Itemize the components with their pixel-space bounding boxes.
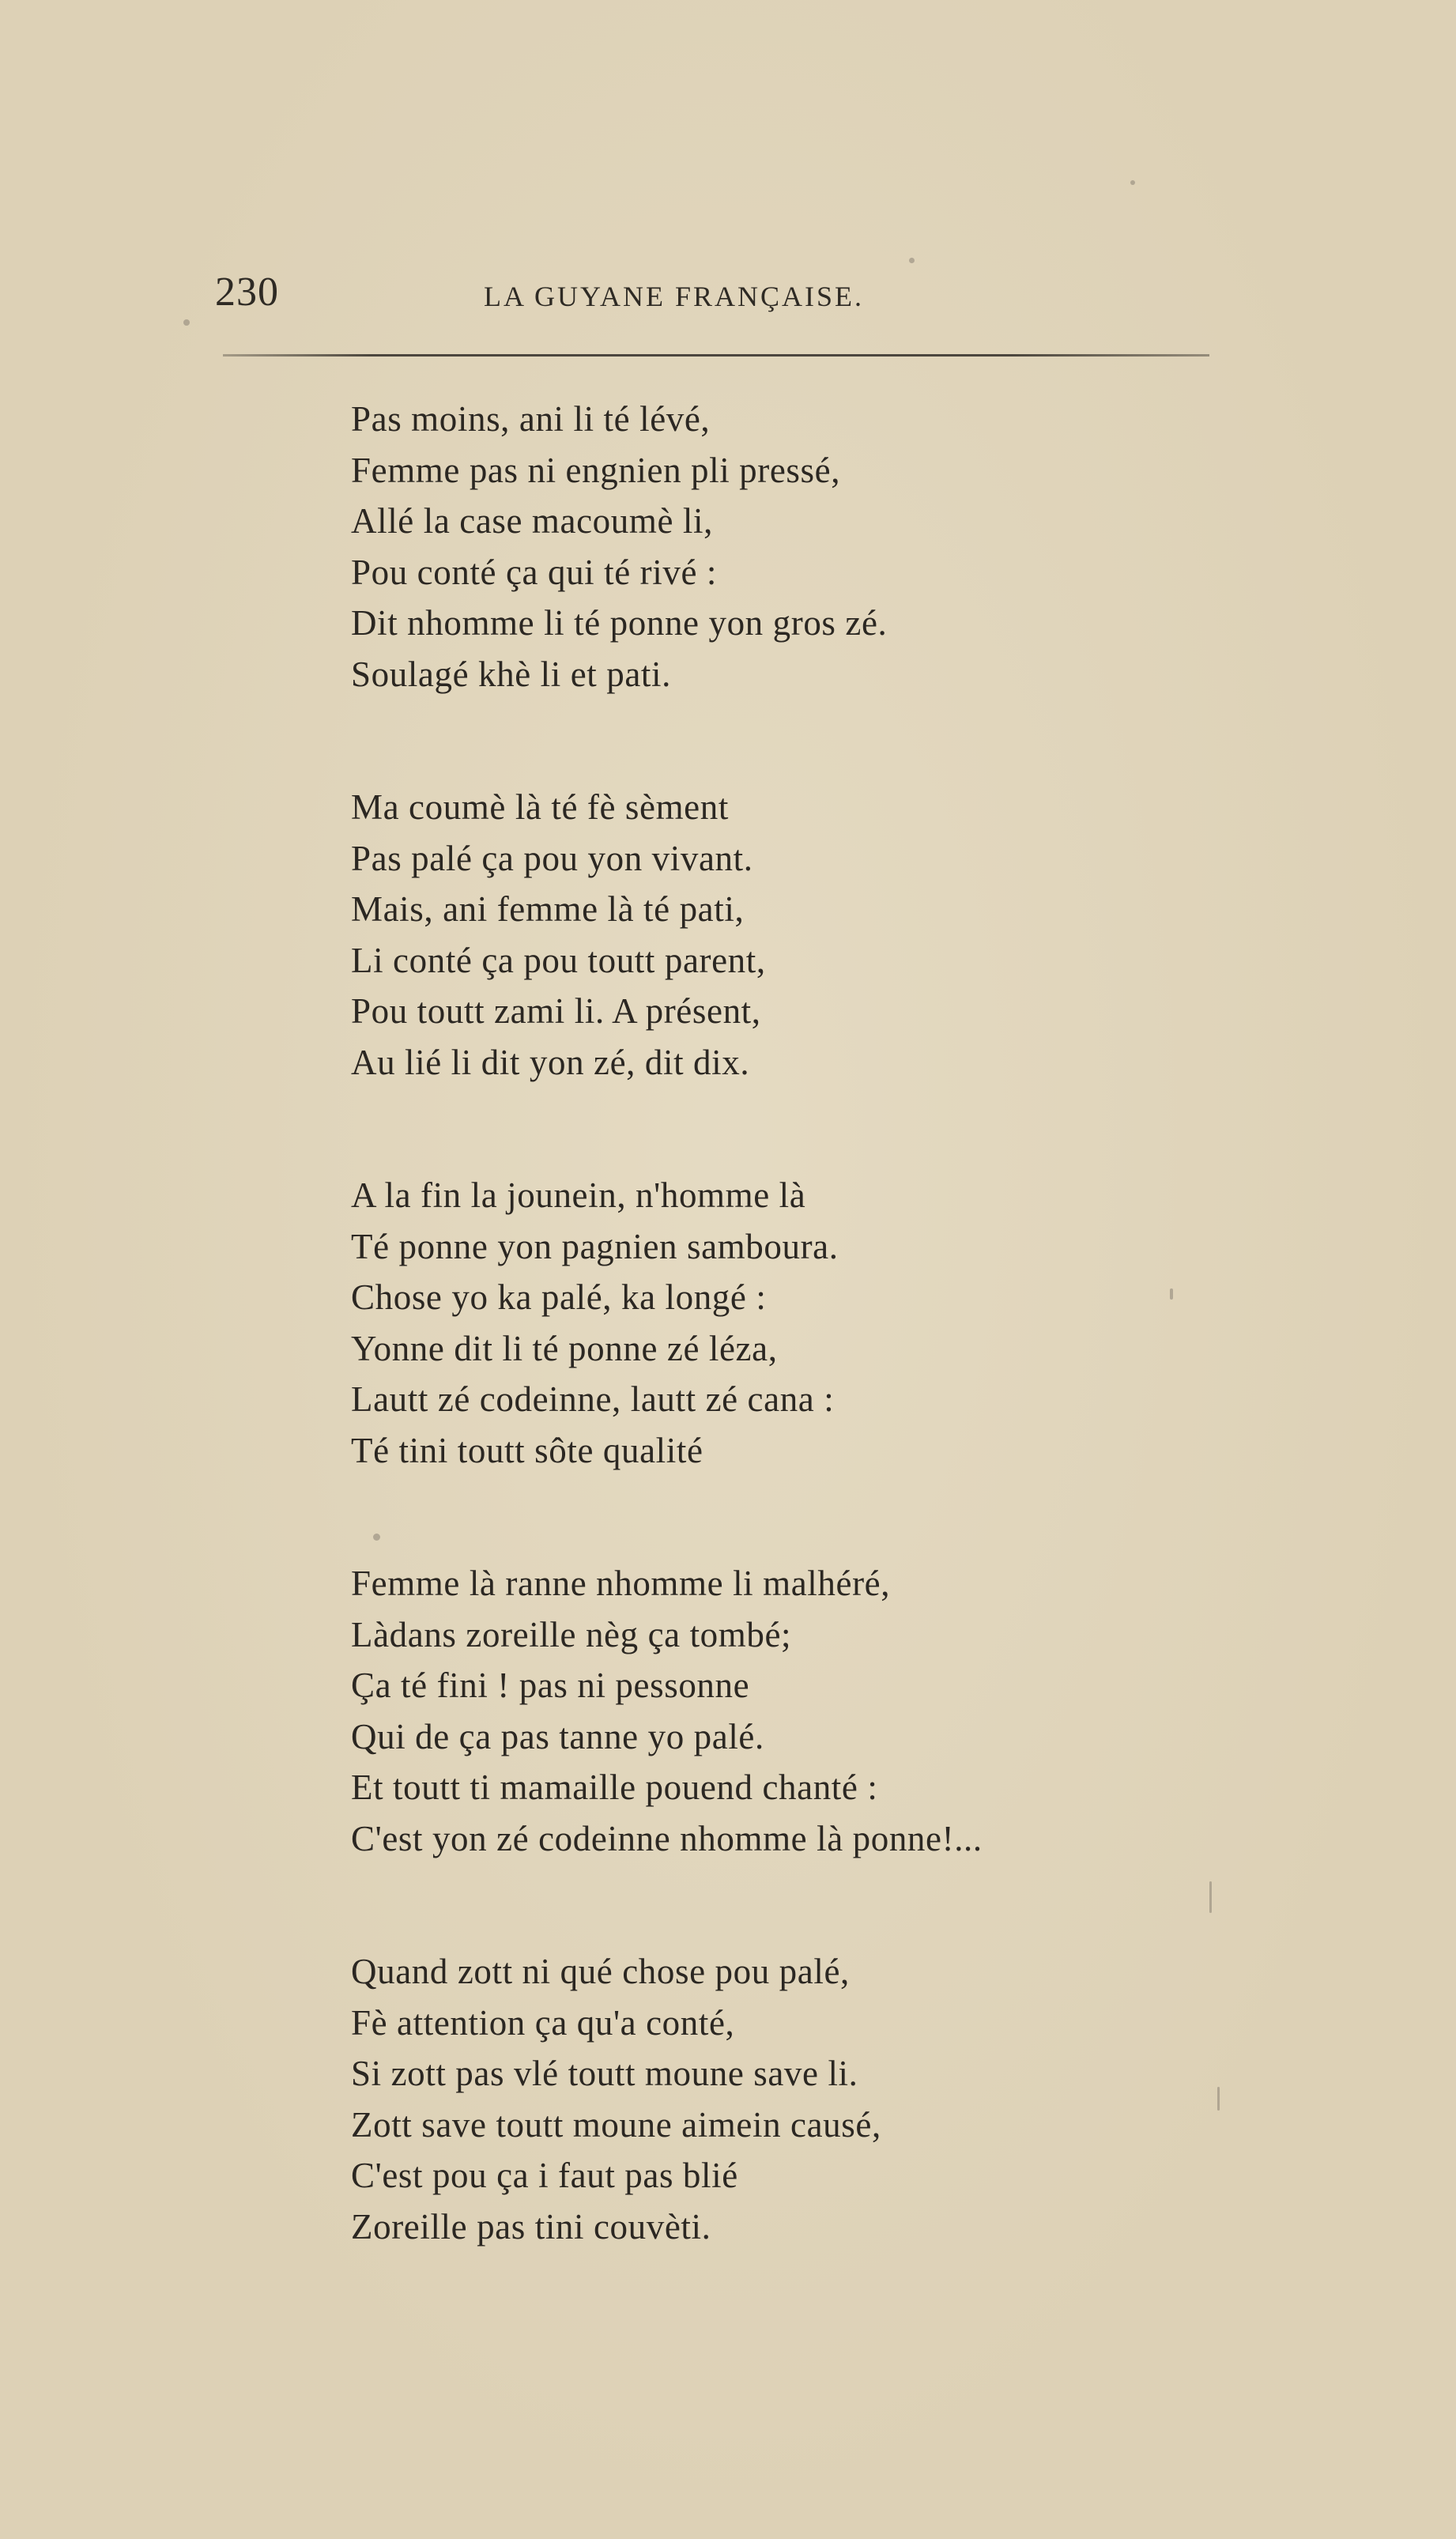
page-number: 230 — [215, 270, 279, 315]
paper-speck — [1170, 1288, 1173, 1300]
poem-line: Au lié li dit yon zé, dit dix. — [351, 1042, 750, 1082]
poem-line: Pas palé ça pou yon vivant. — [351, 838, 753, 878]
poem-line: Té ponne yon pagnien samboura. — [351, 1226, 839, 1266]
poem-line: C'est yon zé codeinne nhomme là ponne!... — [351, 1818, 983, 1858]
poem-line: Ça té fini ! pas ni pessonne — [351, 1666, 750, 1705]
poem-line: Dit nhomme li té ponne yon gros zé. — [351, 603, 888, 643]
poem-line: C'est pou ça i faut pas blié — [351, 2156, 738, 2195]
poem-line: Si zott pas vlé toutt moune save li. — [351, 2054, 858, 2093]
paper-speck — [1209, 1881, 1212, 1913]
poem-line: Femme là ranne nhomme li malhéré, — [351, 1564, 891, 1603]
paper-speck — [909, 258, 915, 263]
poem-line: Mais, ani femme là té pati, — [351, 889, 745, 929]
poem-line: Soulagé khè li et pati. — [351, 654, 671, 694]
poem-line: Làdans zoreille nèg ça tombé; — [351, 1614, 792, 1654]
header-rule — [223, 354, 1209, 357]
stanza — [351, 394, 1260, 700]
poem-line: Lautt zé codeinne, lautt zé cana : — [351, 1379, 835, 1419]
poem-line: Yonne dit li té ponne zé léza, — [351, 1328, 778, 1368]
stanza — [351, 782, 1260, 1088]
poem-line: Pou conté ça qui té rivé : — [351, 552, 717, 592]
poem-line: Té tini toutt sôte qualité — [351, 1430, 703, 1470]
poem-line: Qui de ça pas tanne yo palé. — [351, 1716, 764, 1756]
poem-line: Fè attention ça qu'a conté, — [351, 2002, 735, 2043]
poem-line: Et toutt ti mamaille pouend chanté : — [351, 1767, 878, 1807]
poem-line: Ma coumè là té fè sèment — [351, 787, 729, 827]
poem-line: Pou toutt zami li. A présent, — [351, 991, 761, 1031]
poem-line: Chose yo ka palé, ka longé : — [351, 1277, 767, 1317]
poem-line: Pas moins, ani li té lévé, — [351, 399, 711, 439]
poem-line: A la fin la jounein, n'homme là — [351, 1175, 806, 1215]
poem-line: Femme pas ni engnien pli pressé, — [351, 450, 841, 490]
stanza — [351, 1170, 1260, 1476]
paper-speck — [1217, 2087, 1220, 2111]
poem-line: Zoreille pas tini couvèti. — [351, 2206, 711, 2247]
paper-speck — [373, 1534, 380, 1541]
poem — [351, 394, 1260, 2252]
stanza — [351, 1946, 1260, 2252]
running-title: LA GUYANE FRANÇAISE. — [484, 281, 865, 312]
page-header — [215, 269, 1211, 324]
poem-line: Zott save toutt moune aimein causé, — [351, 2104, 881, 2145]
stanza — [351, 1558, 1260, 1864]
paper-speck — [183, 319, 190, 326]
paper-speck — [1130, 180, 1135, 185]
poem-line: Li conté ça pou toutt parent, — [351, 940, 766, 980]
poem-line: Allé la case macoumè li, — [351, 501, 713, 541]
poem-line: Quand zott ni qué chose pou palé, — [351, 1952, 850, 1991]
